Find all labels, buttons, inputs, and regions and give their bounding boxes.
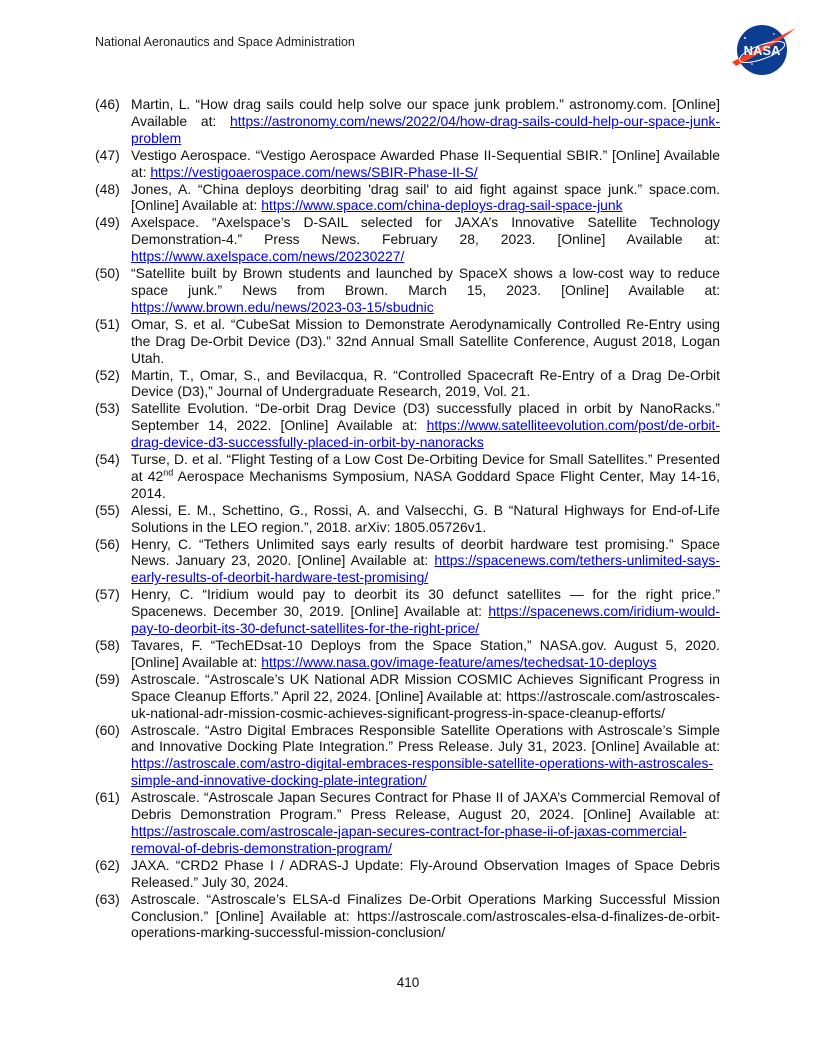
reference-body	[131, 637, 720, 671]
reference-link[interactable]: https://astronomy.com/news/2022/04/how-drag-sails-could-help-our-space-junk-problem	[131, 112, 720, 146]
reference-text: Axelspace. “Axelspace’s D-SAIL selected for JAXA’s Innovative Satellite Technology Demonstration-4.” Press News. February 28, 2023. [Online] Available at:	[131, 214, 720, 248]
reference-text: Turse, D. et al. “Flight Testing of a Low Cost De-Orbiting Device for Small Satellites.” Presented at 42	[131, 451, 720, 484]
reference-body	[131, 536, 720, 587]
reference-item	[95, 637, 720, 671]
reference-text-continued: Aerospace Mechanisms Symposium, NASA Goddard Space Flight Center, May 14-16, 2014.	[131, 467, 721, 501]
reference-text: Omar, S. et al. “CubeSat Mission to Demonstrate Aerodynamically Controlled Re-Entry using the Drag De-Orbit Device (D3).” 32nd Annual Small Satellite Conference, August 2018, Logan Utah.	[131, 315, 720, 366]
reference-item	[95, 400, 720, 451]
reference-link[interactable]: https://spacenews.com/iridium-would-pay-to-deorbit-its-30-defunct-satellites-for-the-right-price/	[131, 603, 720, 637]
reference-list	[95, 96, 720, 941]
reference-body	[131, 96, 720, 147]
reference-number: (51)	[95, 315, 120, 332]
reference-text: Satellite Evolution. “De-orbit Drag Device (D3) successfully placed in orbit by NanoRacks.” September 14, 2022. [Online] Available at:	[131, 400, 720, 434]
nasa-logo	[728, 22, 798, 78]
reference-number: (61)	[95, 789, 120, 806]
reference-number: (58)	[95, 637, 120, 653]
reference-text: Martin, T., Omar, S., and Bevilacqua, R. “Controlled Spacecraft Re-Entry of a Drag De-Orbit Device (D3),” Journal of Undergraduate Research, 2019, Vol. 21.	[131, 366, 720, 400]
reference-number: (59)	[95, 670, 120, 687]
reference-text: Vestigo Aerospace. “Vestigo Aerospace Awarded Phase II-Sequential SBIR.” [Online] Available at:	[131, 146, 720, 180]
reference-body	[131, 400, 720, 451]
reference-text: Astroscale. “Astro Digital Embraces Responsible Satellite Operations with Astroscale’s Simple and Innovative Docking Plate Integration.” Press Release. July 31, 2023. [Online] Available at:	[131, 721, 720, 755]
reference-item	[95, 502, 720, 536]
reference-text: Alessi, E. M., Schettino, G., Rossi, A. and Valsecchi, G. B “Natural Highways for End-of-Life Solutions in the LEO region.”, 2018. arXiv: 1805.05726v1.	[131, 501, 720, 535]
reference-text: Henry, C. “Tethers Unlimited says early results of deorbit hardware test promising.” Space News. January 23, 2020. [Online] Available at:	[131, 535, 720, 569]
reference-item	[95, 722, 720, 790]
reference-link[interactable]: https://www.space.com/china-deploys-drag-sail-space-junk	[261, 197, 623, 214]
reference-number: (57)	[95, 586, 120, 603]
reference-link[interactable]: https://vestigoaerospace.com/news/SBIR-Phase-II-S/	[150, 163, 478, 180]
reference-text: JAXA. “CRD2 Phase I / ADRAS-J Update: Fly-Around Observation Images of Space Debris Released.” July 30, 2024.	[131, 856, 720, 890]
reference-item	[95, 891, 720, 942]
nasa-logo-text: NASA	[743, 43, 781, 58]
reference-link[interactable]: https://www.nasa.gov/image-feature/ames/techedsat-10-deploys	[261, 653, 657, 670]
reference-number: (62)	[95, 856, 120, 873]
organization-name: National Aeronautics and Space Administration	[95, 35, 355, 49]
reference-item	[95, 367, 720, 401]
reference-body	[131, 147, 720, 181]
reference-number: (60)	[95, 721, 120, 738]
reference-item	[95, 857, 720, 891]
reference-item	[95, 96, 720, 147]
reference-body	[131, 671, 720, 722]
reference-number: (53)	[95, 400, 120, 417]
reference-text: Henry, C. “Iridium would pay to deorbit its 30 defunct satellites — for the right price.” Spacenews. December 30, 2019. [Online] Available at:	[131, 586, 720, 620]
reference-number: (63)	[95, 890, 120, 907]
reference-body	[131, 181, 720, 215]
reference-body	[131, 502, 720, 536]
reference-item	[95, 586, 720, 637]
reference-body	[131, 367, 720, 401]
reference-item	[95, 671, 720, 722]
reference-body	[131, 586, 720, 637]
reference-number: (50)	[95, 265, 120, 282]
reference-body	[131, 316, 720, 367]
ordinal-superscript: nd	[163, 467, 174, 478]
reference-number: (55)	[95, 501, 120, 518]
reference-number: (46)	[95, 96, 120, 112]
reference-item	[95, 536, 720, 587]
reference-text: Astroscale. “Astroscale’s ELSA-d Finalizes De-Orbit Operations Marking Successful Mission Conclusion.” [Online] Available at: https://astroscale.com/astroscales-elsa-d-finalizes-de-orbit-operations-marking-successful-mission-conclusion/	[131, 890, 720, 941]
reference-body	[131, 722, 720, 790]
reference-text: Astroscale. “Astroscale’s UK National ADR Mission COSMIC Achieves Significant Progress in Space Cleanup Efforts.” April 22, 2024. [Online] Available at: https://astroscale.com/astroscales-uk-national-adr-mission-cosmic-achieves-significant-progress-in-space-cleanup-efforts/	[131, 670, 720, 721]
reference-body	[131, 789, 720, 857]
reference-item	[95, 451, 720, 502]
reference-link[interactable]: https://spacenews.com/tethers-unlimited-says-early-results-of-deorbit-hardware-test-promising/	[131, 552, 720, 586]
reference-item	[95, 265, 720, 316]
reference-body	[131, 857, 720, 891]
reference-body	[131, 451, 720, 502]
reference-text: Jones, A. “China deploys deorbiting 'drag sail' to aid fight against space junk.” space.com. [Online] Available at:	[131, 180, 720, 214]
reference-link[interactable]: https://astroscale.com/astro-digital-embraces-responsible-satellite-operations-with-astroscales-simple-and-innovative-docking-plate-integration/	[131, 755, 714, 789]
reference-link[interactable]: https://www.axelspace.com/news/20230227/	[131, 248, 405, 265]
reference-body	[131, 891, 720, 942]
reference-number: (52)	[95, 366, 120, 383]
reference-number: (47)	[95, 146, 120, 163]
reference-text: Astroscale. “Astroscale Japan Secures Contract for Phase II of JAXA’s Commercial Removal of Debris Demonstration Program.” Press Release, August 20, 2024. [Online] Available at:	[131, 789, 720, 823]
reference-link[interactable]: https://www.satelliteevolution.com/post/de-orbit-drag-device-d3-successfully-placed-in-orbit-by-nanoracks	[131, 417, 720, 451]
reference-item	[95, 214, 720, 265]
page-number: 410	[396, 975, 420, 990]
reference-item	[95, 147, 720, 181]
reference-link[interactable]: https://astroscale.com/astroscale-japan-secures-contract-for-phase-ii-of-jaxas-commercial-removal-of-debris-demonstration-program/	[131, 822, 687, 856]
reference-item	[95, 789, 720, 857]
reference-link[interactable]: https://www.brown.edu/news/2023-03-15/sbudnic	[131, 298, 434, 315]
reference-number: (49)	[95, 214, 120, 231]
reference-number: (48)	[95, 180, 120, 197]
reference-body	[131, 265, 720, 316]
reference-text: Tavares, F. “TechEDsat-10 Deploys from the Space Station,” NASA.gov. August 5, 2020. [Online] Available at:	[131, 637, 720, 670]
reference-text: “Satellite built by Brown students and launched by SpaceX shows a low-cost way to reduce space junk.” News from Brown. March 15, 2023. [Online] Available at:	[131, 265, 720, 298]
reference-item	[95, 316, 720, 367]
reference-number: (54)	[95, 451, 120, 468]
reference-text: Martin, L. “How drag sails could help solve our space junk problem.” astronomy.com. [Online] Available at:	[131, 96, 720, 129]
reference-item	[95, 181, 720, 215]
reference-number: (56)	[95, 535, 120, 552]
reference-body	[131, 214, 720, 265]
